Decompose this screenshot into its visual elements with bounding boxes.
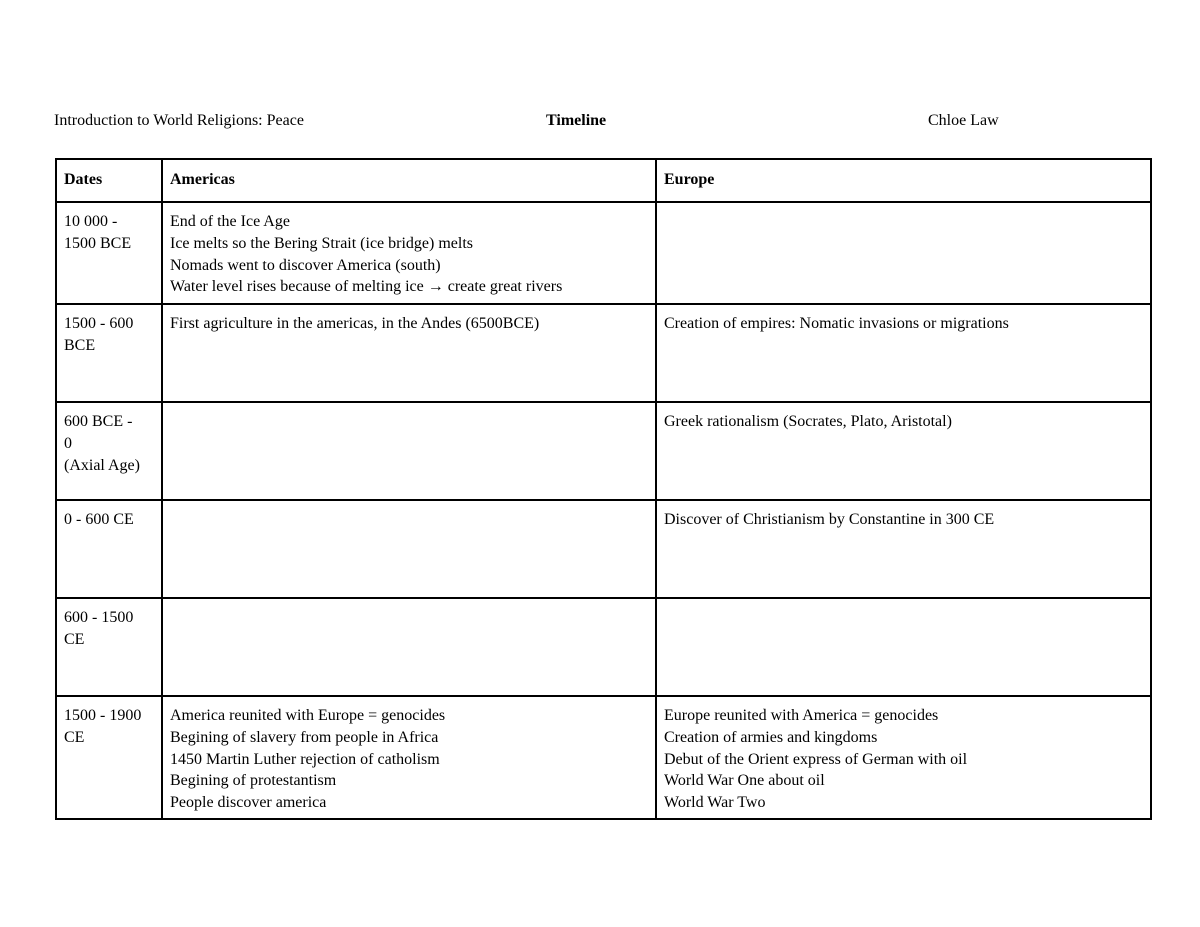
table-row: [56, 402, 1151, 500]
dates-line: 600 - 1500: [64, 609, 134, 626]
column-header-dates: Dates: [56, 159, 162, 202]
document-header: [0, 111, 1200, 131]
table-row: [56, 598, 1151, 696]
americas-line: First agriculture in the americas, in the Andes (6500BCE): [170, 315, 540, 332]
table-row: [56, 696, 1151, 819]
dates-cell: [56, 598, 162, 696]
americas-cell: [162, 304, 656, 402]
dates-line: 600 BCE -: [64, 413, 133, 430]
americas-line: End of the Ice Age: [170, 213, 290, 230]
timeline-table: [55, 158, 1152, 820]
dates-cell: [56, 500, 162, 598]
americas-cell: [162, 402, 656, 500]
americas-line: Water level rises because of melting ice → create great rivers: [170, 278, 563, 296]
dates-line: (Axial Age): [64, 456, 140, 474]
column-header-europe: Europe: [656, 159, 1151, 202]
table-row: [56, 500, 1151, 598]
europe-line: Debut of the Orient express of German with oil: [664, 750, 968, 768]
europe-line: World War Two: [664, 794, 766, 812]
dates-line: 1500 - 1900: [64, 707, 142, 724]
dates-line: 1500 - 600: [64, 315, 134, 332]
europe-cell: [656, 304, 1151, 402]
dates-cell: [56, 304, 162, 402]
europe-cell: [656, 202, 1151, 304]
europe-line: Discover of Christianism by Constantine in 300 CE: [664, 511, 995, 528]
dates-line: 10 000 -: [64, 213, 118, 230]
table-header-row: [56, 159, 1151, 202]
americas-cell: [162, 696, 656, 819]
dates-line: BCE: [64, 336, 96, 354]
europe-cell: [656, 500, 1151, 598]
americas-line: America reunited with Europe = genocides: [170, 707, 446, 724]
americas-cell: [162, 202, 656, 304]
dates-cell: [56, 402, 162, 500]
dates-line: CE: [64, 728, 85, 746]
column-header-americas: Americas: [162, 159, 656, 202]
document-title: Timeline: [546, 112, 607, 129]
course-title: Introduction to World Religions: Peace: [54, 112, 304, 129]
dates-line: 0 - 600 CE: [64, 511, 134, 528]
europe-cell: [656, 598, 1151, 696]
europe-cell: [656, 402, 1151, 500]
dates-cell: [56, 202, 162, 304]
americas-line: Nomads went to discover America (south): [170, 256, 441, 274]
americas-line: Begining of slavery from people in Africa: [170, 728, 439, 746]
americas-line: Ice melts so the Bering Strait (ice bridge) melts: [170, 234, 474, 252]
dates-line: 1500 BCE: [64, 234, 132, 252]
europe-line: Greek rationalism (Socrates, Plato, Aristotal): [664, 413, 952, 430]
europe-line: World War One about oil: [664, 772, 825, 790]
dates-line: CE: [64, 630, 85, 648]
americas-line: Begining of protestantism: [170, 772, 337, 790]
europe-line: Creation of empires: Nomatic invasions or migrations: [664, 315, 1009, 332]
table-row: [56, 202, 1151, 304]
americas-cell: [162, 598, 656, 696]
europe-line: Europe reunited with America = genocides: [664, 707, 939, 724]
americas-line: People discover america: [170, 794, 327, 812]
europe-cell: [656, 696, 1151, 819]
dates-cell: [56, 696, 162, 819]
author-name: Chloe Law: [928, 112, 999, 129]
table-row: [56, 304, 1151, 402]
europe-line: Creation of armies and kingdoms: [664, 728, 878, 746]
americas-cell: [162, 500, 656, 598]
dates-line: 0: [64, 434, 72, 452]
americas-line: 1450 Martin Luther rejection of catholism: [170, 750, 440, 768]
